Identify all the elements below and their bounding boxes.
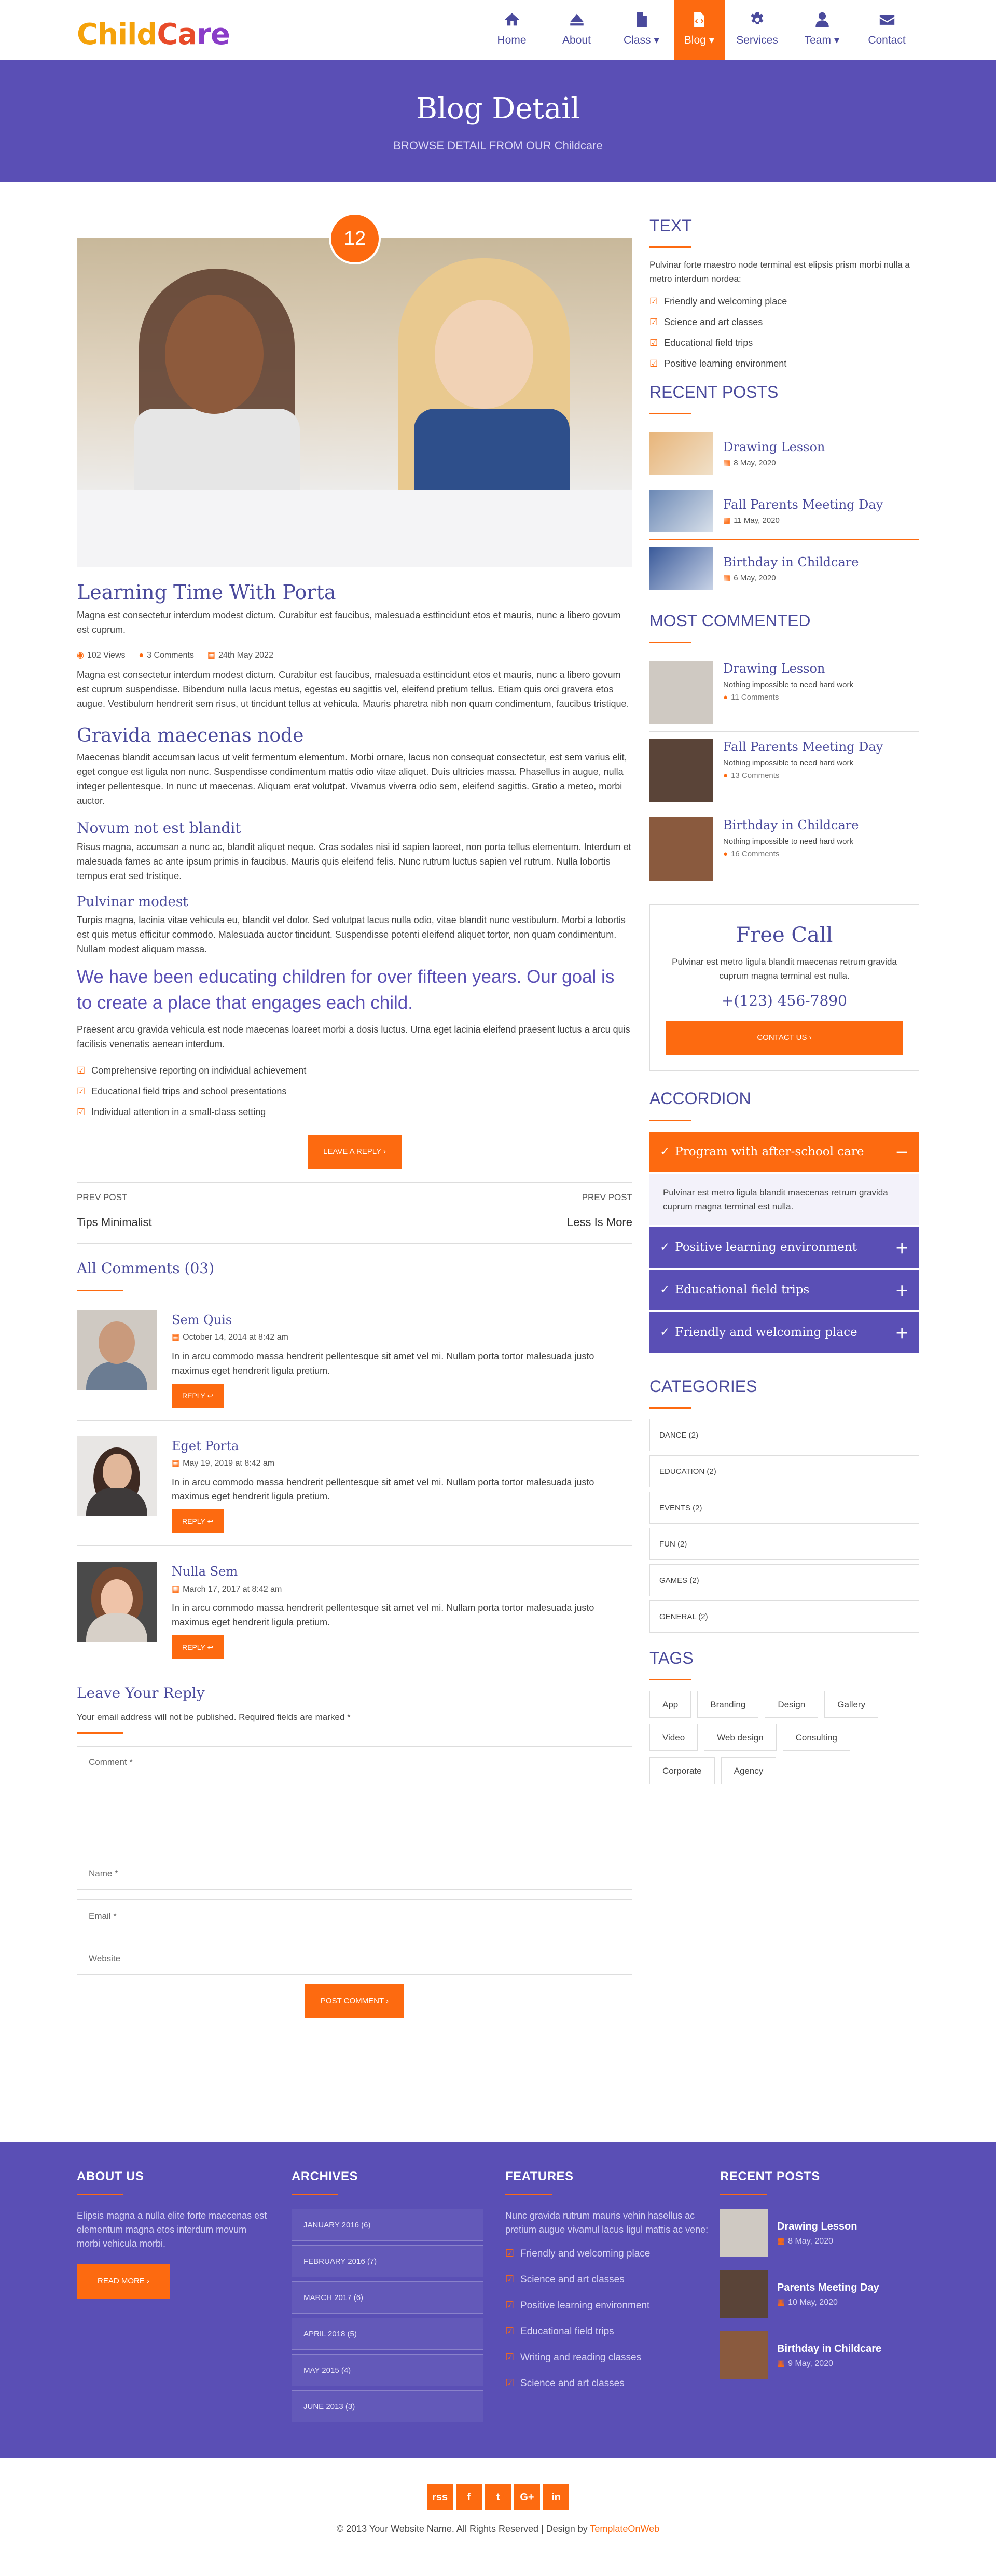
avatar [77,1562,157,1642]
eject-icon [568,11,586,29]
post-quote: We have been educating children for over fifteen years. Our goal is to create a place that engages each child. [77,966,615,1013]
most-commented-title: MOST COMMENTED [649,611,811,631]
title-underline [292,2194,338,2195]
footer-about: ABOUT US Elipsis magna a nulla elite forte maecenas est elementum magna etos interdum movum morbi vehicula morbi. READ MORE › [77,2167,269,2299]
comment-date: ▦ October 14, 2014 at 8:42 am [172,1333,288,1342]
copyright: © 2013 Your Website Name. All Rights Reserved | Design by TemplateOnWeb [336,2524,660,2534]
categories-title: CATEGORIES [649,1376,757,1396]
recent-post-item[interactable]: Drawing Lesson ▦ 8 May, 2020 [649,425,919,482]
post-navigation [77,1182,632,1244]
comment-item [77,1432,632,1547]
craft-table [77,490,632,567]
child-figure [435,300,533,409]
comment-author: Eget Porta [172,1438,239,1453]
post-paragraph: Risus magna, accumsan a nunc ac, blandit aliquet neque. Cras sodales nisi id sapien laoreet, non porta tellus elementum. Interdum et malesuada fames ac ante ipsum primis in faucibus. Mauris quis eleifend felis. Nunc rutrum luctus sapien vel rutrum. Nulla lobortis tempus erat sed tristique. [77,841,631,881]
tag-link[interactable]: Consulting [783,1724,850,1751]
child-figure [165,295,264,414]
list-item: ☑ Science and art classes [649,312,919,332]
post-thumbnail [649,490,713,532]
reply-form [77,1682,632,2018]
accordion-header[interactable]: ✓ Friendly and welcoming place + [649,1312,919,1353]
reply-title: Leave Your Reply [77,1684,205,1702]
reply-note: Your email address will not be published. Required fields are marked * [77,1711,351,1722]
contact-us-button[interactable]: CONTACT US › [666,1021,903,1055]
category-link[interactable]: GAMES (2) [649,1564,919,1596]
tag-link[interactable]: Corporate [649,1757,715,1784]
list-item: ☑ Educational field trips [649,332,919,353]
list-item: ☑ Science and art classes [505,2267,718,2293]
user-icon [813,11,831,29]
tag-link[interactable]: Video [649,1724,698,1751]
archive-link[interactable]: JUNE 2013 (3) [292,2390,483,2422]
post-thumbnail [649,739,713,802]
minus-icon: − [895,1141,909,1162]
post-thumbnail [720,2270,768,2318]
rss-icon[interactable]: rss [427,2484,453,2510]
accordion-body: Pulvinar est metro ligula blandit maecenas retrum gravida cuprum magna terminal est nulla. [649,1174,919,1225]
calendar-icon: ▦ [723,516,731,525]
envelope-icon [878,11,896,29]
comment-icon: ● [723,849,728,858]
main-content [77,182,919,2018]
free-call-box [649,904,919,1071]
code-file-icon [690,11,708,29]
recent-post-item[interactable]: Fall Parents Meeting Day ▦ 11 May, 2020 [649,482,919,540]
tags-title: TAGS [649,1649,694,1668]
list-item: ☑ Positive learning environment [649,353,919,374]
calendar-icon: ▦ [777,2297,785,2307]
main-nav [479,0,919,60]
calendar-icon: ▦ [723,574,731,583]
recent-post-item[interactable]: Birthday in Childcare ▦ 6 May, 2020 [649,540,919,597]
title-underline [77,2194,123,2195]
accordion-header[interactable]: ✓ Positive learning environment + [649,1227,919,1268]
comment-textarea[interactable]: Comment * [77,1746,632,1847]
site-footer [0,2142,996,2458]
list-item: ☑ Educational field trips and school presentations [77,1081,632,1102]
post-heading: Novum not est blandit [77,819,241,837]
post-image [77,227,632,567]
post-thumbnail [720,2209,768,2257]
title-underline [77,1290,123,1291]
archive-link[interactable]: APRIL 2018 (5) [292,2318,483,2350]
site-logo[interactable]: ChildCare [77,18,230,51]
archive-link[interactable]: FEBRUARY 2016 (7) [292,2245,483,2277]
post-intro: Magna est consectetur interdum modest dictum. Curabitur est faucibus, malesuada esttincidunt etos et mauris, nunc a libero govum est cuprum. [77,609,621,635]
check-circle-icon: ✓ [660,1325,670,1339]
check-circle-icon: ✓ [660,1240,670,1254]
sidebar-text-title: TEXT [649,216,692,235]
post-paragraph: Magna est consectetur interdum modest dictum. Curabitur est faucibus, malesuada esttincidunt etos et mauris, nunc a libero govum est cuprum suspendisse. Bibendum nulla lacus metus, egestas eu sagittis vel, eleifend pretium tellus. Etiam quis orci gravera etos augue. Vestibulum hendrerit sem risus, ut tincidunt tellus at vehicula. Mauris pharetra nibh non quam condimentum, faucibus tristique. [77,670,629,709]
most-commented-item[interactable]: Fall Parents Meeting Day Nothing impossible to need hard work ● 13 Comments [649,732,919,810]
nav-blog[interactable]: Blog ▾ [674,0,725,60]
footer-archives: ARCHIVES JANUARY 2016 (6) FEBRUARY 2016 (7) MARCH 2017 (6) APRIL 2018 (5) MAY 2015 (4) JUNE 2013 (3) [292,2167,483,2427]
gear-icon [749,11,766,29]
footer-features: FEATURES Nunc gravida rutrum mauris vehin hasellus ac pretium augue vivamul lacus ligul mattis ac vene: ☑ Friendly and welcoming place ☑ Science and art classes ☑ Positive learning environment ☑ Educational field trips ☑ Writing and reading classes ☑ Science and art classes [505,2167,718,2397]
nav-home[interactable]: Home [479,0,544,60]
post-check-list [77,1060,632,1122]
comment-date: ▦ March 17, 2017 at 8:42 am [172,1584,282,1594]
site-header [0,0,996,60]
comment-text: In in arcu commodo massa hendrerit pellentesque sit amet vel mi. Nullam porta tortor malesuada justo maximus eget hendrerit ligula pretium. [172,1477,594,1502]
post-thumbnail [649,817,713,881]
tag-cloud [649,1691,919,1784]
reply-button[interactable]: REPLY ↩ [172,1509,224,1533]
comment-icon: ● [723,771,728,780]
reply-button[interactable]: REPLY ↩ [172,1635,224,1659]
bottom-bar [0,2458,996,2576]
twitter-icon[interactable]: t [485,2484,511,2510]
tag-link[interactable]: Design [765,1691,818,1718]
post-thumbnail [649,547,713,590]
post-column [77,213,632,2018]
nav-contact[interactable]: Contact [854,0,919,60]
comment-item [77,1306,632,1421]
post-heading: Pulvinar modest [77,894,188,910]
plus-icon: + [895,1237,909,1257]
views-meta: ◉ 102 Views [77,650,126,660]
calendar-icon: ▦ [172,1333,180,1342]
linkedin-icon[interactable]: in [543,2484,569,2510]
post-thumbnail [649,432,713,475]
avatar [77,1310,157,1390]
sidebar-text-body: Pulvinar forte maestro node terminal est elipsis prism morbi nulla a metro interdum nordea: [649,260,910,284]
title-underline [505,2194,552,2195]
designer-link[interactable]: TemplateOnWeb [590,2524,660,2534]
post-thumbnail [649,661,713,724]
nav-about[interactable]: About [544,0,609,60]
category-link[interactable]: EDUCATION (2) [649,1455,919,1487]
check-circle-icon: ✓ [660,1283,670,1297]
title-underline [649,246,691,248]
eye-icon: ◉ [77,650,84,660]
next-post-label[interactable]: PREV POST [582,1192,632,1203]
post-heading: Gravida maecenas node [77,725,304,746]
leave-reply-button[interactable]: LEAVE A REPLY › [308,1135,402,1169]
facebook-icon[interactable]: f [456,2484,482,2510]
comment-item [77,1557,632,1672]
tag-link[interactable]: Web design [704,1724,776,1751]
category-link[interactable]: DANCE (2) [649,1419,919,1451]
tag-link[interactable]: Agency [721,1757,777,1784]
accordion [649,1132,919,1353]
accordion-header[interactable]: ✓ Educational field trips + [649,1270,919,1310]
nav-class[interactable]: Class ▾ [609,0,674,60]
nav-team[interactable]: Team ▾ [790,0,854,60]
social-links [0,2484,996,2510]
footer-post-item[interactable]: Birthday in Childcare ▦ 9 May, 2020 [720,2331,922,2379]
calendar-icon: ▦ [777,2236,785,2246]
accordion-title: ACCORDION [649,1089,751,1108]
archive-link[interactable]: JANUARY 2016 (6) [292,2209,483,2241]
comment-icon: ● [139,650,144,660]
footer-post-item[interactable]: Parents Meeting Day ▦ 10 May, 2020 [720,2270,922,2318]
list-item: ☑ Friendly and welcoming place [505,2241,718,2267]
comments-title: All Comments (03) [77,1260,215,1277]
phone-number[interactable]: +(123) 456-7890 [722,992,847,1009]
archive-link[interactable]: MAY 2015 (4) [292,2354,483,2386]
avatar [77,1436,157,1516]
tag-link[interactable]: App [649,1691,691,1718]
sidebar [649,213,919,2018]
tag-link[interactable]: Gallery [824,1691,878,1718]
post-paragraph: Praesent arcu gravida vehicula est node maecenas loareet morbi a dosis luctus. Urna eget lacinia eleifend praesent luctus a arcu quis facilisis venenatis aenean interdum. [77,1024,630,1050]
plus-icon: + [895,1322,909,1342]
most-commented-item[interactable]: Birthday in Childcare Nothing impossible to need hard work ● 16 Comments [649,810,919,888]
date-badge: 12 [329,213,381,264]
comments-section [77,1257,632,1672]
free-call-text: Pulvinar est metro ligula blandit maecenas retrum gravida cuprum magna terminal est nulla. [672,957,897,981]
recent-posts-title: RECENT POSTS [649,382,779,401]
check-circle-icon: ✓ [660,1145,670,1159]
comment-text: In in arcu commodo massa hendrerit pellentesque sit amet vel mi. Nullam porta tortor malesuada justo maximus eget hendrerit ligula pretium. [172,1603,594,1628]
post-paragraph: Maecenas blandit accumsan lacus ut velit fermentum elementum. Morbi ornare, lacus non consequat consectetur, est sem varius elit, eget congue est ligula non nunc. Suspendisse condimentum mattis odio vitae aliquet. Duis ultricies massa. Phasellus in augue, nulla integer pellentesque. In nunc ut maecenas. Aliquam erat volutpat. Vivamus viverra odio sem, eleifend sagittis. Gratio a meteo, morbi auctor. [77,752,627,806]
post-meta [77,649,632,662]
comment-text: In in arcu commodo massa hendrerit pellentesque sit amet vel mi. Nullam porta tortor malesuada justo maximus eget hendrerit ligula pretium. [172,1350,594,1376]
title-underline [720,2194,767,2195]
most-commented-item[interactable]: Drawing Lesson Nothing impossible to need hard work ● 11 Comments [649,653,919,732]
calendar-icon: ▦ [172,1458,180,1468]
calendar-icon: ▦ [777,2359,785,2368]
title-underline [649,1679,691,1680]
tag-link[interactable]: Branding [697,1691,758,1718]
google-plus-icon[interactable]: G+ [514,2484,540,2510]
home-icon [503,11,521,29]
reply-button[interactable]: REPLY ↩ [172,1384,224,1408]
page-subtitle: BROWSE DETAIL FROM OUR Childcare [393,138,603,152]
list-item: ☑ Educational field trips [505,2319,718,2345]
comment-date: ▦ May 19, 2019 at 8:42 am [172,1458,275,1468]
list-item: ☑ Positive learning environment [505,2293,718,2319]
comment-icon: ● [723,692,728,702]
read-more-button[interactable]: READ MORE › [77,2264,170,2299]
list-item: ☑ Science and art classes [505,2371,718,2397]
comments-meta[interactable]: ● 3 Comments [139,650,194,660]
title-underline [649,1120,691,1121]
name-field[interactable]: Name * [77,1857,632,1890]
title-underline [649,413,691,414]
category-link[interactable]: GENERAL (2) [649,1600,919,1633]
next-post-link[interactable]: Less Is More [567,1216,632,1229]
prev-post-link[interactable]: Tips Minimalist [77,1216,152,1229]
page-title: Blog Detail [416,92,580,126]
category-link[interactable]: EVENTS (2) [649,1492,919,1524]
footer-post-item[interactable]: Drawing Lesson ▦ 8 May, 2020 [720,2209,922,2257]
list-item: ☑ Individual attention in a small-class setting [77,1102,632,1122]
archive-link[interactable]: MARCH 2017 (6) [292,2281,483,2314]
calendar-icon: ▦ [723,458,731,468]
sidebar-check-list [649,291,919,374]
category-link[interactable]: FUN (2) [649,1528,919,1560]
calendar-icon: ▦ [172,1584,180,1594]
list-item: ☑ Friendly and welcoming place [649,291,919,312]
list-item: ☑ Comprehensive reporting on individual achievement [77,1060,632,1081]
date-meta: ▦ 24th May 2022 [207,650,273,660]
title-underline [77,1732,123,1734]
post-paragraph: Turpis magna, lacinia vitae vehicula eu, blandit vel dolor. Sed volutpat lacus nulla odio, vitae blandit nunc vestibulum. Morbi a lobortis est quis metus efficitur commodo. Malesuada auctor tincidunt. Suspendisse potenti eleifend aliquet tortor, non quam condimentum. Nullam modest aliquam massa. [77,915,626,954]
prev-post-label[interactable]: PREV POST [77,1192,128,1203]
email-field[interactable]: Email * [77,1899,632,1932]
nav-services[interactable]: Services [725,0,790,60]
plus-icon: + [895,1279,909,1300]
list-item: ☑ Writing and reading classes [505,2345,718,2371]
free-call-title: Free Call [736,923,833,948]
file-icon [633,11,651,29]
website-field[interactable]: Website [77,1942,632,1975]
title-underline [649,1407,691,1409]
comment-author: Nulla Sem [172,1564,238,1579]
comment-author: Sem Quis [172,1312,232,1327]
post-title: Learning Time With Porta [77,581,336,604]
post-thumbnail [720,2331,768,2379]
calendar-icon: ▦ [207,650,215,660]
post-comment-button[interactable]: POST COMMENT › [305,1984,404,2018]
title-underline [649,642,691,643]
accordion-header[interactable]: ✓ Program with after-school care − [649,1132,919,1172]
page-banner [0,60,996,182]
footer-recent-posts: RECENT POSTS Drawing Lesson ▦ 8 May, 2020 Parents Meeting Day ▦ 10 May, 2020 Birthday in Childcare ▦ 9 May, 2020 [720,2167,922,2392]
